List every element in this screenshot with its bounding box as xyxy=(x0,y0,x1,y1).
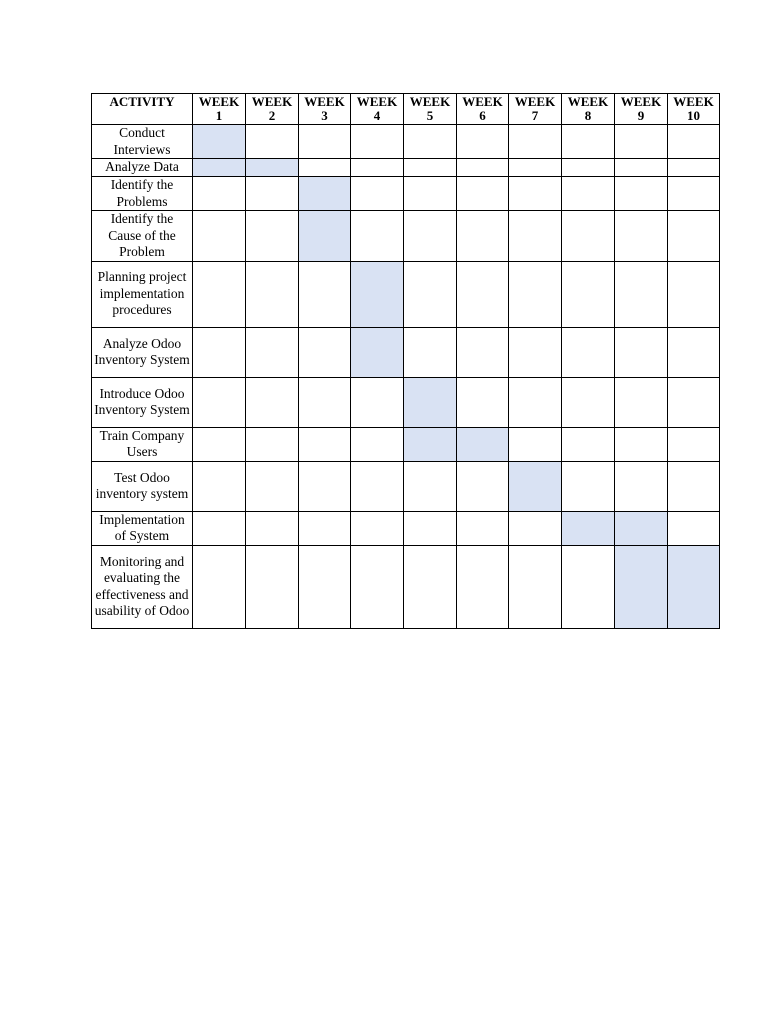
week-cell xyxy=(351,211,404,262)
week-cell xyxy=(404,461,457,511)
scheduled-week-cell xyxy=(668,545,720,628)
week-number: 6 xyxy=(479,108,486,123)
week-cell xyxy=(562,177,615,211)
week-cell xyxy=(246,461,299,511)
week-label: WEEK xyxy=(462,94,503,109)
week-cell xyxy=(509,261,562,327)
table-row xyxy=(92,177,720,211)
week-cell xyxy=(615,461,668,511)
week-cell xyxy=(668,125,720,159)
week-cell xyxy=(668,377,720,427)
week-cell xyxy=(351,511,404,545)
activity-cell: Planning project implementation procedures xyxy=(92,261,193,327)
week-label: WEEK xyxy=(567,94,609,109)
week-cell xyxy=(509,511,562,545)
week-cell xyxy=(457,461,509,511)
week-cell xyxy=(457,377,509,427)
week-cell xyxy=(246,211,299,262)
activity-cell: Identify the Cause of the Problem xyxy=(92,211,193,262)
week-number: 7 xyxy=(531,108,539,123)
week-cell xyxy=(668,211,720,262)
week-header-4 xyxy=(351,94,404,125)
week-cell xyxy=(668,261,720,327)
table-row xyxy=(92,261,720,327)
week-cell xyxy=(404,327,457,377)
table-row xyxy=(92,377,720,427)
week-header-7 xyxy=(509,94,562,125)
week-cell xyxy=(457,327,509,377)
week-cell xyxy=(562,211,615,262)
week-cell xyxy=(246,327,299,377)
week-cell xyxy=(668,461,720,511)
week-cell xyxy=(299,327,351,377)
scheduled-week-cell xyxy=(299,211,351,262)
week-cell xyxy=(404,511,457,545)
week-cell xyxy=(299,511,351,545)
activity-cell: Introduce Odoo Inventory System xyxy=(92,377,193,427)
week-cell xyxy=(404,177,457,211)
week-cell xyxy=(615,177,668,211)
week-cell xyxy=(351,461,404,511)
week-header-6 xyxy=(457,94,509,125)
scheduled-week-cell xyxy=(404,427,457,461)
week-cell xyxy=(404,545,457,628)
week-cell xyxy=(509,177,562,211)
week-label: WEEK xyxy=(356,94,398,109)
week-cell xyxy=(299,261,351,327)
week-label: WEEK xyxy=(620,94,662,109)
scheduled-week-cell xyxy=(404,377,457,427)
week-number: 8 xyxy=(584,108,592,123)
week-cell xyxy=(615,125,668,159)
week-cell xyxy=(193,327,246,377)
week-label: WEEK xyxy=(409,94,451,109)
week-cell xyxy=(562,545,615,628)
week-label: WEEK xyxy=(304,94,345,109)
week-header-10 xyxy=(668,94,720,125)
table-row xyxy=(92,427,720,461)
week-number: 9 xyxy=(637,108,645,123)
activity-cell: Train Company Users xyxy=(92,427,193,461)
week-cell xyxy=(509,545,562,628)
week-cell xyxy=(299,125,351,159)
activity-cell: Identify the Problems xyxy=(92,177,193,211)
table-row xyxy=(92,461,720,511)
week-header-1 xyxy=(193,94,246,125)
week-cell xyxy=(246,377,299,427)
week-cell xyxy=(562,159,615,177)
scheduled-week-cell xyxy=(193,125,246,159)
week-cell xyxy=(562,125,615,159)
week-cell xyxy=(509,125,562,159)
week-cell xyxy=(193,427,246,461)
scheduled-week-cell xyxy=(509,461,562,511)
week-cell xyxy=(193,211,246,262)
week-header-8 xyxy=(562,94,615,125)
scheduled-week-cell xyxy=(562,511,615,545)
week-cell xyxy=(509,211,562,262)
week-cell xyxy=(351,545,404,628)
week-cell xyxy=(246,545,299,628)
week-cell xyxy=(246,261,299,327)
week-cell xyxy=(457,177,509,211)
week-number: 3 xyxy=(321,108,328,123)
week-cell xyxy=(193,377,246,427)
week-cell xyxy=(668,511,720,545)
week-cell xyxy=(562,327,615,377)
week-cell xyxy=(404,159,457,177)
week-cell xyxy=(562,461,615,511)
week-label: WEEK xyxy=(673,94,714,109)
scheduled-week-cell xyxy=(193,159,246,177)
week-cell xyxy=(193,511,246,545)
week-label: WEEK xyxy=(514,94,556,109)
week-cell xyxy=(193,177,246,211)
week-cell xyxy=(562,377,615,427)
week-cell xyxy=(668,327,720,377)
table-row xyxy=(92,211,720,262)
week-header-2 xyxy=(246,94,299,125)
week-number: 1 xyxy=(215,108,223,123)
week-header-3 xyxy=(299,94,351,125)
week-cell xyxy=(457,125,509,159)
schedule-table xyxy=(91,93,720,629)
table-row xyxy=(92,125,720,159)
week-cell xyxy=(509,377,562,427)
week-number: 10 xyxy=(687,108,700,123)
week-cell xyxy=(246,511,299,545)
week-cell xyxy=(246,177,299,211)
scheduled-week-cell xyxy=(246,159,299,177)
week-number: 4 xyxy=(373,108,381,123)
week-cell xyxy=(562,427,615,461)
week-cell xyxy=(509,427,562,461)
activity-cell: Implementation of System xyxy=(92,511,193,545)
week-cell xyxy=(509,159,562,177)
week-cell xyxy=(299,427,351,461)
week-cell xyxy=(351,177,404,211)
table-row xyxy=(92,159,720,177)
scheduled-week-cell xyxy=(299,177,351,211)
header-row xyxy=(92,94,720,125)
week-cell xyxy=(299,461,351,511)
week-cell xyxy=(193,261,246,327)
activity-cell: Analyze Data xyxy=(92,159,193,177)
activity-cell: Analyze Odoo Inventory System xyxy=(92,327,193,377)
week-cell xyxy=(404,211,457,262)
week-cell xyxy=(351,427,404,461)
week-cell xyxy=(351,125,404,159)
week-number: 5 xyxy=(426,108,434,123)
week-cell xyxy=(246,125,299,159)
table-row xyxy=(92,327,720,377)
week-cell xyxy=(457,211,509,262)
week-cell xyxy=(193,461,246,511)
week-label: WEEK xyxy=(251,94,293,109)
week-cell xyxy=(457,545,509,628)
scheduled-week-cell xyxy=(615,511,668,545)
week-cell xyxy=(351,377,404,427)
week-cell xyxy=(615,327,668,377)
week-cell xyxy=(351,159,404,177)
week-cell xyxy=(562,261,615,327)
scheduled-week-cell xyxy=(457,427,509,461)
activity-cell: Conduct Interviews xyxy=(92,125,193,159)
week-header-9 xyxy=(615,94,668,125)
week-cell xyxy=(299,377,351,427)
week-cell xyxy=(246,427,299,461)
week-cell xyxy=(668,427,720,461)
week-cell xyxy=(193,545,246,628)
week-cell xyxy=(457,159,509,177)
week-cell xyxy=(509,327,562,377)
week-cell xyxy=(668,177,720,211)
week-cell xyxy=(615,211,668,262)
week-cell xyxy=(299,159,351,177)
scheduled-week-cell xyxy=(615,545,668,628)
week-cell xyxy=(404,125,457,159)
scheduled-week-cell xyxy=(351,327,404,377)
table-row xyxy=(92,511,720,545)
week-number: 2 xyxy=(268,108,276,123)
week-label: WEEK xyxy=(198,94,240,109)
activity-header: ACTIVITY xyxy=(92,94,193,125)
week-cell xyxy=(299,545,351,628)
week-cell xyxy=(404,261,457,327)
table-row xyxy=(92,545,720,628)
activity-cell: Monitoring and evaluating the effectiveness and usability of Odoo xyxy=(92,545,193,628)
week-cell xyxy=(457,511,509,545)
week-cell xyxy=(615,261,668,327)
week-cell xyxy=(668,159,720,177)
week-header-5 xyxy=(404,94,457,125)
schedule-body xyxy=(92,125,720,629)
scheduled-week-cell xyxy=(351,261,404,327)
week-cell xyxy=(615,377,668,427)
week-cell xyxy=(457,261,509,327)
activity-cell: Test Odoo inventory system xyxy=(92,461,193,511)
week-cell xyxy=(615,427,668,461)
week-cell xyxy=(615,159,668,177)
